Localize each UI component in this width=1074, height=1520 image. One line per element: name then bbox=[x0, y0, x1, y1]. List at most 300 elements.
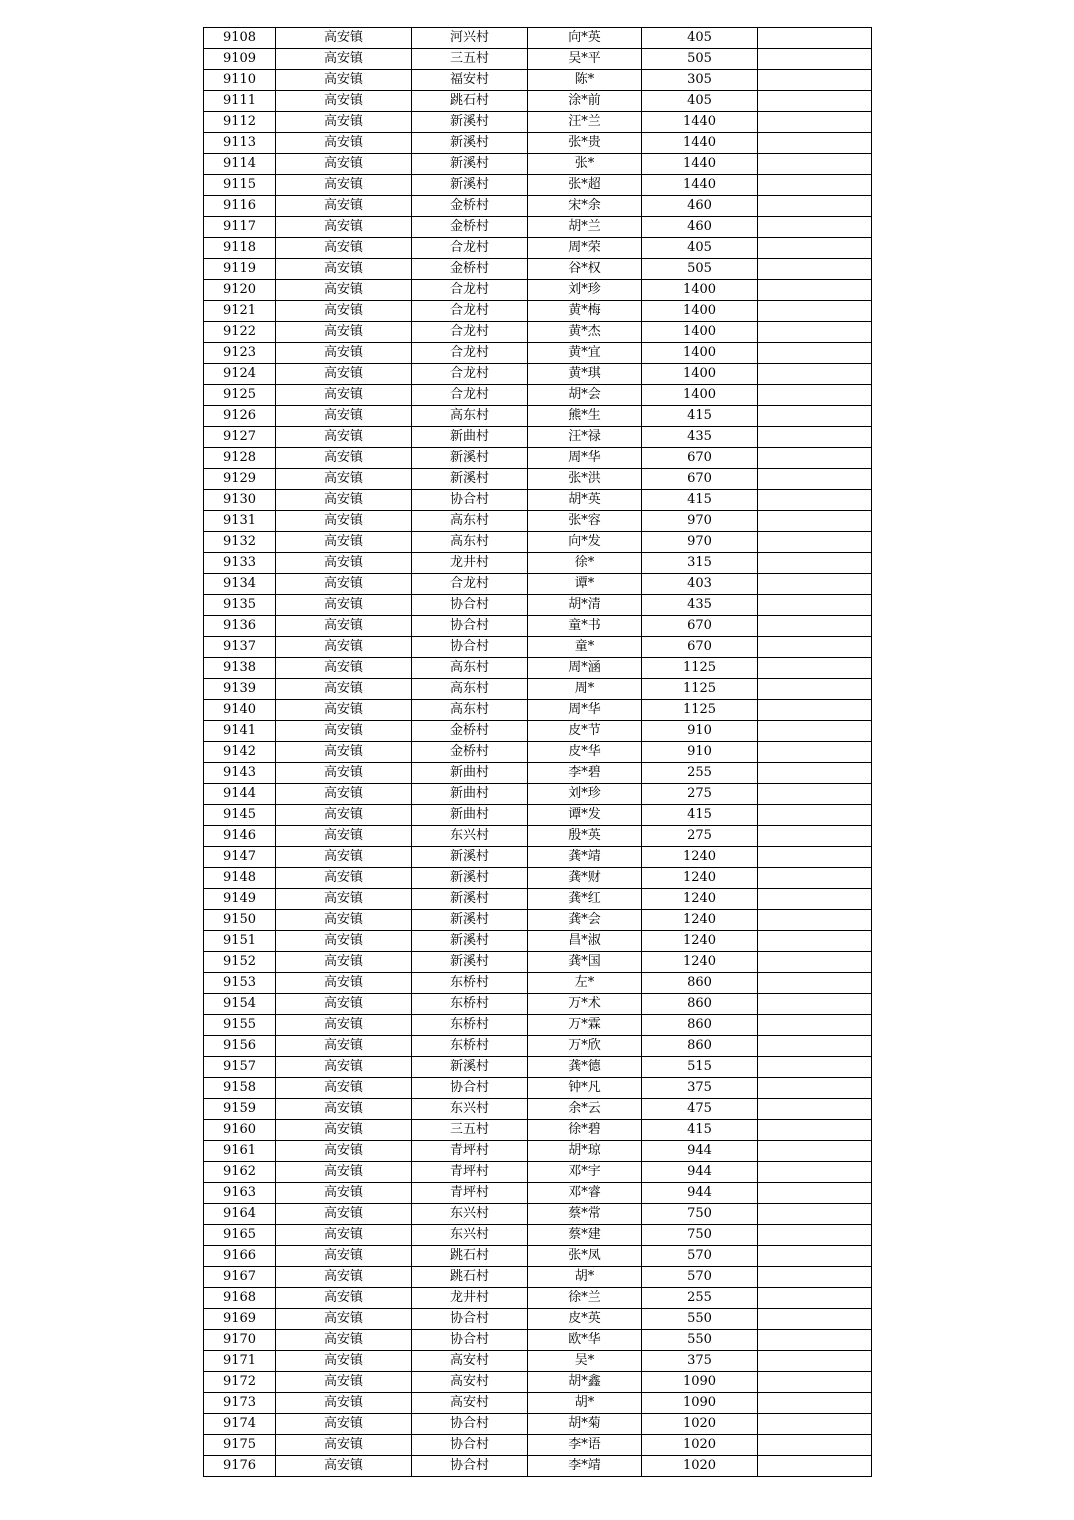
row-number-cell: 9157 bbox=[204, 1057, 276, 1078]
town-cell: 高安镇 bbox=[276, 91, 412, 112]
name-cell: 宋*余 bbox=[528, 196, 642, 217]
village-cell: 新溪村 bbox=[412, 448, 528, 469]
remark-cell bbox=[758, 91, 872, 112]
table-row bbox=[204, 322, 872, 343]
table-row bbox=[204, 595, 872, 616]
village-cell: 合龙村 bbox=[412, 574, 528, 595]
name-cell: 向*发 bbox=[528, 532, 642, 553]
remark-cell bbox=[758, 1120, 872, 1141]
name-cell: 周* bbox=[528, 679, 642, 700]
table-row bbox=[204, 952, 872, 973]
row-number-cell: 9166 bbox=[204, 1246, 276, 1267]
name-cell: 胡* bbox=[528, 1393, 642, 1414]
table-row bbox=[204, 343, 872, 364]
village-cell: 东桥村 bbox=[412, 1036, 528, 1057]
amount-cell: 435 bbox=[642, 427, 758, 448]
town-cell: 高安镇 bbox=[276, 595, 412, 616]
amount-cell: 415 bbox=[642, 1120, 758, 1141]
name-cell: 胡*兰 bbox=[528, 217, 642, 238]
name-cell: 张*贵 bbox=[528, 133, 642, 154]
town-cell: 高安镇 bbox=[276, 469, 412, 490]
remark-cell bbox=[758, 259, 872, 280]
village-cell: 合龙村 bbox=[412, 238, 528, 259]
table-row bbox=[204, 1183, 872, 1204]
name-cell: 胡*鑫 bbox=[528, 1372, 642, 1393]
table-row bbox=[204, 826, 872, 847]
name-cell: 余*云 bbox=[528, 1099, 642, 1120]
village-cell: 跳石村 bbox=[412, 91, 528, 112]
village-cell: 协合村 bbox=[412, 1330, 528, 1351]
table-row bbox=[204, 973, 872, 994]
amount-cell: 1020 bbox=[642, 1456, 758, 1477]
town-cell: 高安镇 bbox=[276, 574, 412, 595]
town-cell: 高安镇 bbox=[276, 28, 412, 49]
town-cell: 高安镇 bbox=[276, 721, 412, 742]
village-cell: 高安村 bbox=[412, 1393, 528, 1414]
row-number-cell: 9108 bbox=[204, 28, 276, 49]
amount-cell: 970 bbox=[642, 511, 758, 532]
row-number-cell: 9169 bbox=[204, 1309, 276, 1330]
row-number-cell: 9144 bbox=[204, 784, 276, 805]
remark-cell bbox=[758, 574, 872, 595]
amount-cell: 550 bbox=[642, 1309, 758, 1330]
village-cell: 高东村 bbox=[412, 511, 528, 532]
amount-cell: 1400 bbox=[642, 364, 758, 385]
table-body bbox=[204, 28, 872, 1477]
row-number-cell: 9138 bbox=[204, 658, 276, 679]
village-cell: 新溪村 bbox=[412, 133, 528, 154]
row-number-cell: 9143 bbox=[204, 763, 276, 784]
remark-cell bbox=[758, 1414, 872, 1435]
town-cell: 高安镇 bbox=[276, 553, 412, 574]
remark-cell bbox=[758, 364, 872, 385]
town-cell: 高安镇 bbox=[276, 805, 412, 826]
village-cell: 协合村 bbox=[412, 616, 528, 637]
table-row bbox=[204, 1162, 872, 1183]
name-cell: 徐* bbox=[528, 553, 642, 574]
row-number-cell: 9156 bbox=[204, 1036, 276, 1057]
name-cell: 胡*英 bbox=[528, 490, 642, 511]
town-cell: 高安镇 bbox=[276, 1204, 412, 1225]
table-row bbox=[204, 28, 872, 49]
village-cell: 高东村 bbox=[412, 679, 528, 700]
village-cell: 金桥村 bbox=[412, 721, 528, 742]
town-cell: 高安镇 bbox=[276, 1120, 412, 1141]
table-row bbox=[204, 1393, 872, 1414]
row-number-cell: 9152 bbox=[204, 952, 276, 973]
table-row bbox=[204, 994, 872, 1015]
amount-cell: 1020 bbox=[642, 1435, 758, 1456]
name-cell: 黄*宜 bbox=[528, 343, 642, 364]
town-cell: 高安镇 bbox=[276, 112, 412, 133]
name-cell: 黄*梅 bbox=[528, 301, 642, 322]
village-cell: 新溪村 bbox=[412, 469, 528, 490]
remark-cell bbox=[758, 1015, 872, 1036]
table-row bbox=[204, 217, 872, 238]
amount-cell: 515 bbox=[642, 1057, 758, 1078]
remark-cell bbox=[758, 973, 872, 994]
village-cell: 新溪村 bbox=[412, 868, 528, 889]
row-number-cell: 9140 bbox=[204, 700, 276, 721]
table-row bbox=[204, 1330, 872, 1351]
amount-cell: 275 bbox=[642, 784, 758, 805]
table-row bbox=[204, 1351, 872, 1372]
amount-cell: 475 bbox=[642, 1099, 758, 1120]
name-cell: 皮*英 bbox=[528, 1309, 642, 1330]
table-row bbox=[204, 1099, 872, 1120]
remark-cell bbox=[758, 49, 872, 70]
name-cell: 谷*权 bbox=[528, 259, 642, 280]
amount-cell: 670 bbox=[642, 448, 758, 469]
village-cell: 金桥村 bbox=[412, 259, 528, 280]
town-cell: 高安镇 bbox=[276, 1351, 412, 1372]
row-number-cell: 9159 bbox=[204, 1099, 276, 1120]
amount-cell: 1240 bbox=[642, 931, 758, 952]
name-cell: 李*碧 bbox=[528, 763, 642, 784]
town-cell: 高安镇 bbox=[276, 1267, 412, 1288]
town-cell: 高安镇 bbox=[276, 1414, 412, 1435]
town-cell: 高安镇 bbox=[276, 322, 412, 343]
village-cell: 新溪村 bbox=[412, 889, 528, 910]
table-row bbox=[204, 616, 872, 637]
town-cell: 高安镇 bbox=[276, 1393, 412, 1414]
name-cell: 殷*英 bbox=[528, 826, 642, 847]
name-cell: 钟*凡 bbox=[528, 1078, 642, 1099]
town-cell: 高安镇 bbox=[276, 910, 412, 931]
row-number-cell: 9129 bbox=[204, 469, 276, 490]
town-cell: 高安镇 bbox=[276, 637, 412, 658]
town-cell: 高安镇 bbox=[276, 1225, 412, 1246]
name-cell: 皮*华 bbox=[528, 742, 642, 763]
remark-cell bbox=[758, 1057, 872, 1078]
table-row bbox=[204, 1414, 872, 1435]
row-number-cell: 9176 bbox=[204, 1456, 276, 1477]
table-row bbox=[204, 658, 872, 679]
amount-cell: 1400 bbox=[642, 301, 758, 322]
name-cell: 龚*财 bbox=[528, 868, 642, 889]
table-row bbox=[204, 1372, 872, 1393]
name-cell: 胡*琼 bbox=[528, 1141, 642, 1162]
village-cell: 合龙村 bbox=[412, 364, 528, 385]
amount-cell: 1400 bbox=[642, 280, 758, 301]
remark-cell bbox=[758, 910, 872, 931]
village-cell: 新溪村 bbox=[412, 910, 528, 931]
row-number-cell: 9123 bbox=[204, 343, 276, 364]
village-cell: 协合村 bbox=[412, 637, 528, 658]
table-row bbox=[204, 133, 872, 154]
amount-cell: 405 bbox=[642, 28, 758, 49]
town-cell: 高安镇 bbox=[276, 238, 412, 259]
name-cell: 龚*靖 bbox=[528, 847, 642, 868]
table-row bbox=[204, 469, 872, 490]
remark-cell bbox=[758, 1162, 872, 1183]
town-cell: 高安镇 bbox=[276, 511, 412, 532]
row-number-cell: 9172 bbox=[204, 1372, 276, 1393]
village-cell: 跳石村 bbox=[412, 1267, 528, 1288]
remark-cell bbox=[758, 595, 872, 616]
row-number-cell: 9175 bbox=[204, 1435, 276, 1456]
row-number-cell: 9163 bbox=[204, 1183, 276, 1204]
name-cell: 张*凤 bbox=[528, 1246, 642, 1267]
town-cell: 高安镇 bbox=[276, 1015, 412, 1036]
remark-cell bbox=[758, 301, 872, 322]
town-cell: 高安镇 bbox=[276, 1036, 412, 1057]
amount-cell: 1240 bbox=[642, 868, 758, 889]
table-row bbox=[204, 91, 872, 112]
remark-cell bbox=[758, 1351, 872, 1372]
name-cell: 李*语 bbox=[528, 1435, 642, 1456]
table-row bbox=[204, 1309, 872, 1330]
amount-cell: 460 bbox=[642, 196, 758, 217]
table-row bbox=[204, 427, 872, 448]
table-row bbox=[204, 574, 872, 595]
row-number-cell: 9165 bbox=[204, 1225, 276, 1246]
remark-cell bbox=[758, 994, 872, 1015]
remark-cell bbox=[758, 154, 872, 175]
town-cell: 高安镇 bbox=[276, 1288, 412, 1309]
town-cell: 高安镇 bbox=[276, 427, 412, 448]
name-cell: 谭* bbox=[528, 574, 642, 595]
table-row bbox=[204, 1120, 872, 1141]
table-row bbox=[204, 847, 872, 868]
remark-cell bbox=[758, 868, 872, 889]
remark-cell bbox=[758, 133, 872, 154]
town-cell: 高安镇 bbox=[276, 448, 412, 469]
table-row bbox=[204, 532, 872, 553]
name-cell: 邓*宇 bbox=[528, 1162, 642, 1183]
row-number-cell: 9167 bbox=[204, 1267, 276, 1288]
town-cell: 高安镇 bbox=[276, 1309, 412, 1330]
village-cell: 新溪村 bbox=[412, 175, 528, 196]
table-row bbox=[204, 511, 872, 532]
remark-cell bbox=[758, 763, 872, 784]
town-cell: 高安镇 bbox=[276, 868, 412, 889]
town-cell: 高安镇 bbox=[276, 784, 412, 805]
remark-cell bbox=[758, 196, 872, 217]
village-cell: 东桥村 bbox=[412, 1015, 528, 1036]
row-number-cell: 9141 bbox=[204, 721, 276, 742]
name-cell: 黄*杰 bbox=[528, 322, 642, 343]
row-number-cell: 9153 bbox=[204, 973, 276, 994]
row-number-cell: 9124 bbox=[204, 364, 276, 385]
amount-cell: 910 bbox=[642, 742, 758, 763]
town-cell: 高安镇 bbox=[276, 154, 412, 175]
table-row bbox=[204, 700, 872, 721]
name-cell: 李*靖 bbox=[528, 1456, 642, 1477]
amount-cell: 944 bbox=[642, 1183, 758, 1204]
remark-cell bbox=[758, 847, 872, 868]
name-cell: 涂*前 bbox=[528, 91, 642, 112]
name-cell: 汪*禄 bbox=[528, 427, 642, 448]
name-cell: 童* bbox=[528, 637, 642, 658]
name-cell: 胡*菊 bbox=[528, 1414, 642, 1435]
remark-cell bbox=[758, 385, 872, 406]
village-cell: 新曲村 bbox=[412, 784, 528, 805]
amount-cell: 1440 bbox=[642, 112, 758, 133]
village-cell: 新溪村 bbox=[412, 154, 528, 175]
amount-cell: 435 bbox=[642, 595, 758, 616]
table-row bbox=[204, 637, 872, 658]
village-cell: 金桥村 bbox=[412, 196, 528, 217]
table-row bbox=[204, 1015, 872, 1036]
village-cell: 高安村 bbox=[412, 1351, 528, 1372]
table-row bbox=[204, 742, 872, 763]
amount-cell: 860 bbox=[642, 1036, 758, 1057]
remark-cell bbox=[758, 1288, 872, 1309]
row-number-cell: 9137 bbox=[204, 637, 276, 658]
town-cell: 高安镇 bbox=[276, 973, 412, 994]
table-row bbox=[204, 763, 872, 784]
remark-cell bbox=[758, 700, 872, 721]
name-cell: 刘*珍 bbox=[528, 784, 642, 805]
remark-cell bbox=[758, 1456, 872, 1477]
table-row bbox=[204, 1057, 872, 1078]
row-number-cell: 9109 bbox=[204, 49, 276, 70]
table-row bbox=[204, 406, 872, 427]
town-cell: 高安镇 bbox=[276, 1162, 412, 1183]
row-number-cell: 9113 bbox=[204, 133, 276, 154]
village-cell: 协合村 bbox=[412, 1456, 528, 1477]
table-row bbox=[204, 301, 872, 322]
remark-cell bbox=[758, 553, 872, 574]
town-cell: 高安镇 bbox=[276, 1141, 412, 1162]
row-number-cell: 9122 bbox=[204, 322, 276, 343]
amount-cell: 670 bbox=[642, 616, 758, 637]
amount-cell: 415 bbox=[642, 805, 758, 826]
amount-cell: 1440 bbox=[642, 154, 758, 175]
table-row bbox=[204, 889, 872, 910]
town-cell: 高安镇 bbox=[276, 70, 412, 91]
amount-cell: 670 bbox=[642, 469, 758, 490]
amount-cell: 860 bbox=[642, 994, 758, 1015]
village-cell: 东桥村 bbox=[412, 973, 528, 994]
amount-cell: 570 bbox=[642, 1267, 758, 1288]
town-cell: 高安镇 bbox=[276, 343, 412, 364]
town-cell: 高安镇 bbox=[276, 175, 412, 196]
amount-cell: 1400 bbox=[642, 385, 758, 406]
row-number-cell: 9147 bbox=[204, 847, 276, 868]
town-cell: 高安镇 bbox=[276, 889, 412, 910]
amount-cell: 505 bbox=[642, 259, 758, 280]
village-cell: 新溪村 bbox=[412, 931, 528, 952]
town-cell: 高安镇 bbox=[276, 616, 412, 637]
name-cell: 龚*会 bbox=[528, 910, 642, 931]
town-cell: 高安镇 bbox=[276, 1099, 412, 1120]
name-cell: 刘*珍 bbox=[528, 280, 642, 301]
amount-cell: 255 bbox=[642, 1288, 758, 1309]
village-cell: 东桥村 bbox=[412, 994, 528, 1015]
remark-cell bbox=[758, 616, 872, 637]
village-cell: 新曲村 bbox=[412, 805, 528, 826]
village-cell: 协合村 bbox=[412, 490, 528, 511]
name-cell: 徐*碧 bbox=[528, 1120, 642, 1141]
table-row bbox=[204, 154, 872, 175]
row-number-cell: 9164 bbox=[204, 1204, 276, 1225]
name-cell: 龚*德 bbox=[528, 1057, 642, 1078]
name-cell: 皮*节 bbox=[528, 721, 642, 742]
town-cell: 高安镇 bbox=[276, 280, 412, 301]
remark-cell bbox=[758, 28, 872, 49]
remark-cell bbox=[758, 742, 872, 763]
row-number-cell: 9158 bbox=[204, 1078, 276, 1099]
name-cell: 欧*华 bbox=[528, 1330, 642, 1351]
row-number-cell: 9127 bbox=[204, 427, 276, 448]
table-row bbox=[204, 1225, 872, 1246]
name-cell: 龚*红 bbox=[528, 889, 642, 910]
remark-cell bbox=[758, 1330, 872, 1351]
village-cell: 河兴村 bbox=[412, 28, 528, 49]
name-cell: 张*容 bbox=[528, 511, 642, 532]
village-cell: 三五村 bbox=[412, 49, 528, 70]
village-cell: 新曲村 bbox=[412, 427, 528, 448]
town-cell: 高安镇 bbox=[276, 133, 412, 154]
town-cell: 高安镇 bbox=[276, 49, 412, 70]
row-number-cell: 9139 bbox=[204, 679, 276, 700]
table-row bbox=[204, 784, 872, 805]
town-cell: 高安镇 bbox=[276, 1057, 412, 1078]
table-row bbox=[204, 1036, 872, 1057]
table-row bbox=[204, 679, 872, 700]
amount-cell: 403 bbox=[642, 574, 758, 595]
village-cell: 东兴村 bbox=[412, 826, 528, 847]
table-row bbox=[204, 1435, 872, 1456]
name-cell: 汪*兰 bbox=[528, 112, 642, 133]
town-cell: 高安镇 bbox=[276, 931, 412, 952]
row-number-cell: 9149 bbox=[204, 889, 276, 910]
amount-cell: 505 bbox=[642, 49, 758, 70]
row-number-cell: 9110 bbox=[204, 70, 276, 91]
row-number-cell: 9126 bbox=[204, 406, 276, 427]
table-row bbox=[204, 553, 872, 574]
amount-cell: 670 bbox=[642, 637, 758, 658]
town-cell: 高安镇 bbox=[276, 1330, 412, 1351]
remark-cell bbox=[758, 175, 872, 196]
name-cell: 周*华 bbox=[528, 700, 642, 721]
name-cell: 周*涵 bbox=[528, 658, 642, 679]
amount-cell: 1020 bbox=[642, 1414, 758, 1435]
town-cell: 高安镇 bbox=[276, 700, 412, 721]
town-cell: 高安镇 bbox=[276, 364, 412, 385]
town-cell: 高安镇 bbox=[276, 826, 412, 847]
amount-cell: 415 bbox=[642, 490, 758, 511]
town-cell: 高安镇 bbox=[276, 385, 412, 406]
remark-cell bbox=[758, 1036, 872, 1057]
row-number-cell: 9161 bbox=[204, 1141, 276, 1162]
remark-cell bbox=[758, 1246, 872, 1267]
remark-cell bbox=[758, 406, 872, 427]
name-cell: 张*超 bbox=[528, 175, 642, 196]
table-row bbox=[204, 1456, 872, 1477]
amount-cell: 405 bbox=[642, 91, 758, 112]
village-cell: 新曲村 bbox=[412, 763, 528, 784]
name-cell: 向*英 bbox=[528, 28, 642, 49]
remark-cell bbox=[758, 217, 872, 238]
amount-cell: 750 bbox=[642, 1225, 758, 1246]
row-number-cell: 9119 bbox=[204, 259, 276, 280]
town-cell: 高安镇 bbox=[276, 1372, 412, 1393]
village-cell: 合龙村 bbox=[412, 343, 528, 364]
amount-cell: 1090 bbox=[642, 1393, 758, 1414]
table-row bbox=[204, 1141, 872, 1162]
table-row bbox=[204, 1078, 872, 1099]
amount-cell: 1090 bbox=[642, 1372, 758, 1393]
village-cell: 高安村 bbox=[412, 1372, 528, 1393]
amount-cell: 970 bbox=[642, 532, 758, 553]
row-number-cell: 9145 bbox=[204, 805, 276, 826]
amount-cell: 750 bbox=[642, 1204, 758, 1225]
village-cell: 青坪村 bbox=[412, 1183, 528, 1204]
remark-cell bbox=[758, 1204, 872, 1225]
